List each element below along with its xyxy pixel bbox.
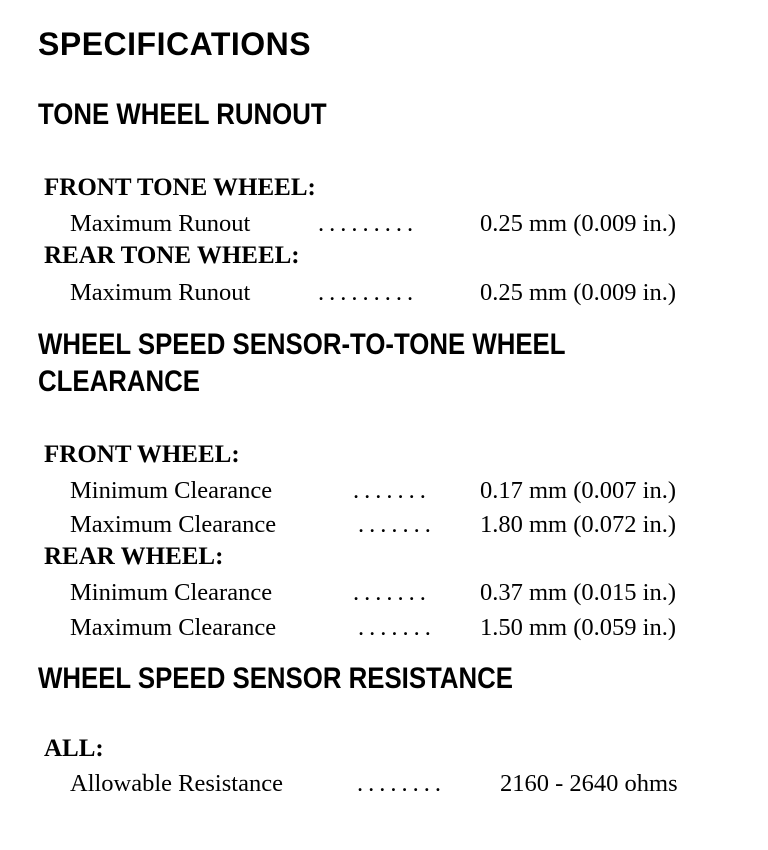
dot-leader: ......... (318, 210, 419, 237)
spec-value: 0.25 mm (0.009 in.) (480, 279, 676, 306)
spec-value: 0.37 mm (0.015 in.) (480, 579, 676, 606)
spec-name: Maximum Runout (70, 279, 251, 306)
dot-leader: ....... (358, 511, 436, 538)
spec-name: Minimum Clearance (70, 477, 273, 504)
group-label-front-wheel: FRONT WHEEL: (44, 441, 240, 468)
dot-leader: ......... (318, 279, 419, 306)
spec-name: Allowable Resistance (70, 770, 283, 797)
dot-leader: ........ (357, 770, 446, 797)
spec-name: Maximum Runout (70, 210, 251, 237)
section-heading-sensor-clearance-line2: CLEARANCE (38, 365, 200, 398)
group-label-all: ALL: (44, 735, 104, 762)
spec-value: 1.50 mm (0.059 in.) (480, 614, 676, 641)
spec-value: 1.80 mm (0.072 in.) (480, 511, 676, 538)
dot-leader: ....... (358, 614, 436, 641)
spec-value: 0.25 mm (0.009 in.) (480, 210, 676, 237)
spec-name: Maximum Clearance (70, 614, 277, 641)
spec-name: Maximum Clearance (70, 511, 277, 538)
dot-leader: ....... (353, 579, 431, 606)
section-heading-tone-wheel-runout: TONE WHEEL RUNOUT (38, 98, 327, 131)
section-heading-sensor-resistance: WHEEL SPEED SENSOR RESISTANCE (38, 662, 514, 695)
spec-value: 0.17 mm (0.007 in.) (480, 477, 676, 504)
group-label-rear-tone-wheel: REAR TONE WHEEL: (44, 242, 300, 269)
section-heading-sensor-clearance-line1: WHEEL SPEED SENSOR-TO-TONE WHEEL (38, 328, 566, 361)
dot-leader: ....... (353, 477, 431, 504)
spec-value: 2160 - 2640 ohms (500, 770, 678, 797)
page-title: SPECIFICATIONS (38, 26, 312, 62)
spec-name: Minimum Clearance (70, 579, 273, 606)
group-label-front-tone-wheel: FRONT TONE WHEEL: (44, 174, 316, 201)
group-label-rear-wheel: REAR WHEEL: (44, 543, 224, 570)
